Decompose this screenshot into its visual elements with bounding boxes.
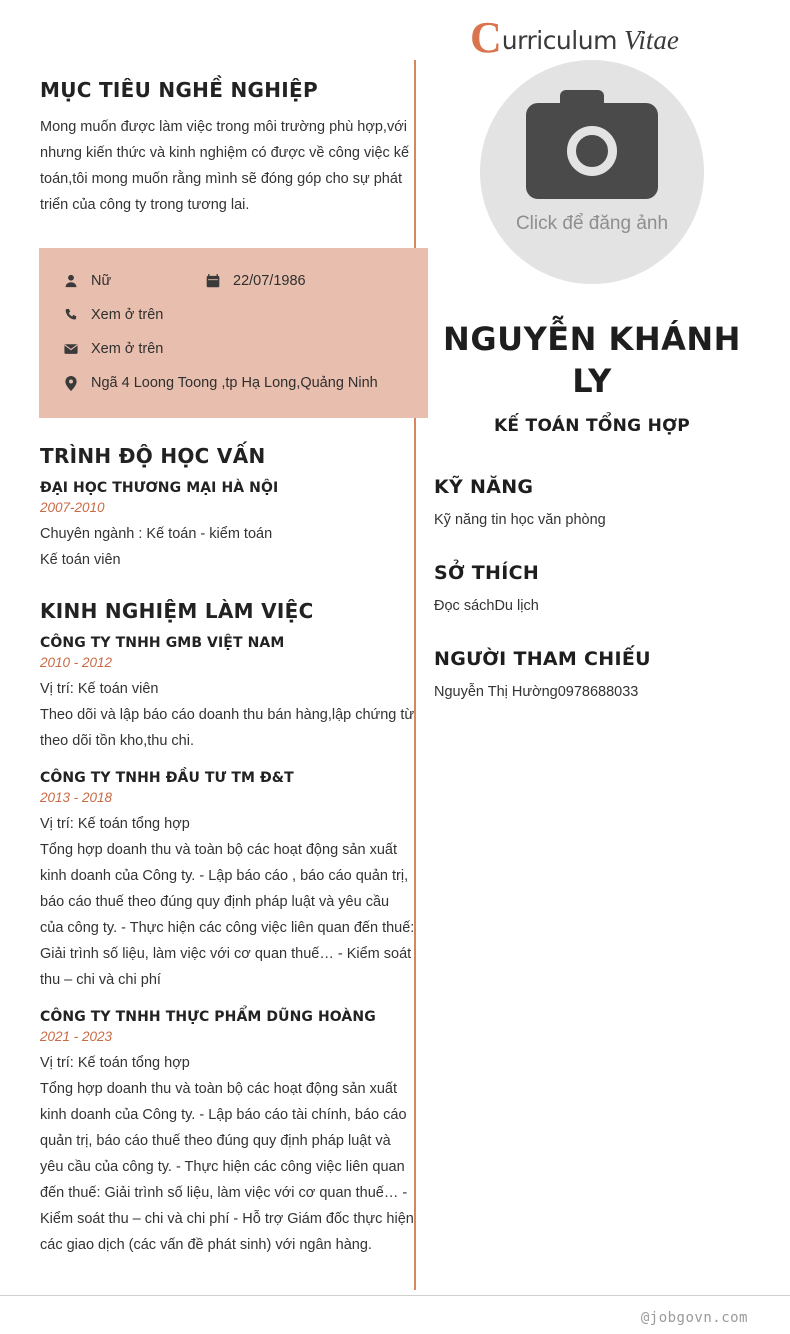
references-title: NGƯỜI THAM CHIẾU bbox=[434, 648, 651, 670]
birthdate-field bbox=[203, 273, 306, 289]
camera-lens-icon bbox=[567, 126, 617, 176]
experience-description: Tổng hợp doanh thu và toàn bộ các hoạt động sản xuất kinh doanh của Công ty. - Lập báo cáo tài chính, báo cáo quản trị, báo cáo thuế theo đúng quy định pháp luật và yêu cầu của công ty. - Thực hiện các công việc liên quan đến thuế: Giải trình số liệu, làm việc với cơ quan thuế… - Kiểm soát thu – chi và chi phí - Hỗ trợ Giám đốc thực hiện các giao dịch (các vấn đề phát sinh) với ngân hàng. bbox=[40, 1081, 414, 1253]
skills-section bbox=[434, 476, 750, 532]
education-major: Chuyên ngành : Kế toán - kiểm toán bbox=[40, 526, 273, 542]
objective-title: MỤC TIÊU NGHỀ NGHIỆP bbox=[40, 78, 318, 102]
education-degree: Kế toán viên bbox=[40, 552, 121, 568]
personal-info-row bbox=[61, 332, 406, 366]
watermark: @jobgovn.com bbox=[640, 1310, 748, 1326]
birthdate-value: 22/07/1986 bbox=[233, 273, 306, 289]
experience-description: Theo dõi và lập báo cáo doanh thu bán hàng,lập chứng từ theo dõi tồn kho,thu chi. bbox=[40, 707, 415, 749]
candidate-name: NGUYỄN KHÁNH LY bbox=[443, 320, 741, 400]
experience-position: Vị trí: Kế toán tổng hợp bbox=[40, 816, 190, 832]
experience-company: CÔNG TY TNHH THỰC PHẨM DŨNG HOÀNG bbox=[40, 1009, 376, 1025]
experience-entry bbox=[40, 635, 415, 754]
camera-icon bbox=[526, 103, 658, 199]
phone-value: Xem ở trên bbox=[91, 307, 164, 323]
experience-description: Tổng hợp doanh thu và toàn bộ các hoạt động sản xuất kinh doanh của Công ty. - Lập báo cáo , báo cáo quản trị, báo cáo thuế theo đúng quy định pháp luật và yêu cầu của công ty. - Thực hiện các công việc liên quan đến thuế: Giải trình số liệu, làm việc với cơ quan thuế… - Kiểm soát thu – chi và chi phí bbox=[40, 842, 415, 988]
hobbies-title: SỞ THÍCH bbox=[434, 562, 540, 584]
education-school: ĐẠI HỌC THƯƠNG MẠI HÀ NỘI bbox=[40, 480, 279, 496]
education-section bbox=[40, 444, 415, 573]
personal-info-row bbox=[61, 298, 406, 332]
gender-field bbox=[61, 273, 203, 289]
education-entry bbox=[40, 480, 415, 573]
left-column bbox=[40, 78, 415, 1258]
hobbies-text: Đọc sáchDu lịch bbox=[434, 598, 539, 614]
personal-info-box bbox=[39, 248, 428, 418]
skills-text: Kỹ năng tin học văn phòng bbox=[434, 512, 606, 528]
person-icon bbox=[61, 274, 81, 288]
experience-title: KINH NGHIỆM LÀM VIỆC bbox=[40, 599, 314, 623]
phone-icon bbox=[61, 308, 81, 322]
education-title: TRÌNH ĐỘ HỌC VẤN bbox=[40, 444, 266, 468]
brand-word-vitae: Vitae bbox=[623, 24, 679, 55]
email-field bbox=[61, 341, 163, 357]
experience-date: 2021 - 2023 bbox=[40, 1029, 113, 1044]
references-text: Nguyễn Thị Hường0978688033 bbox=[434, 684, 639, 700]
experience-position: Vị trí: Kế toán tổng hợp bbox=[40, 1055, 190, 1071]
mail-icon bbox=[61, 343, 81, 355]
photo-upload-label: Click để đăng ảnh bbox=[515, 213, 669, 234]
personal-info-row bbox=[61, 264, 406, 298]
phone-field bbox=[61, 307, 163, 323]
experience-entry bbox=[40, 1009, 415, 1258]
experience-date: 2010 - 2012 bbox=[40, 655, 113, 670]
address-value: Ngã 4 Loong Toong ,tp Hạ Long,Quảng Ninh bbox=[91, 375, 378, 391]
experience-entry bbox=[40, 770, 415, 993]
experience-date: 2013 - 2018 bbox=[40, 790, 113, 805]
experience-position: Vị trí: Kế toán viên bbox=[40, 681, 159, 697]
brand-initial: C bbox=[470, 13, 501, 62]
footer-divider bbox=[0, 1295, 790, 1296]
brand-logo bbox=[470, 13, 720, 62]
references-section bbox=[434, 648, 750, 704]
personal-info-row bbox=[61, 366, 406, 400]
calendar-icon bbox=[203, 274, 223, 288]
experience-company: CÔNG TY TNHH GMB VIỆT NAM bbox=[40, 635, 285, 651]
gender-value: Nữ bbox=[91, 273, 112, 289]
education-date: 2007-2010 bbox=[40, 500, 105, 515]
brand-word-curriculum: urriculum bbox=[501, 25, 617, 55]
experience-section bbox=[40, 599, 415, 1258]
address-field bbox=[61, 375, 378, 391]
location-icon bbox=[61, 376, 81, 391]
right-column bbox=[434, 60, 750, 704]
skills-title: KỸ NĂNG bbox=[434, 476, 534, 498]
email-value: Xem ở trên bbox=[91, 341, 164, 357]
objective-text: Mong muốn được làm việc trong môi trường phù hợp,với nhưng kiến thức và kinh nghiệm có được về công việc kế toán,tôi mong muốn rằng mình sẽ đóng góp cho sự phát triển của công ty trong tương lai. bbox=[40, 119, 410, 213]
experience-company: CÔNG TY TNHH ĐẦU TƯ TM Đ&T bbox=[40, 770, 294, 786]
candidate-role: KẾ TOÁN TỔNG HỢP bbox=[493, 416, 691, 436]
photo-upload-area[interactable] bbox=[480, 60, 704, 284]
hobbies-section bbox=[434, 562, 750, 618]
